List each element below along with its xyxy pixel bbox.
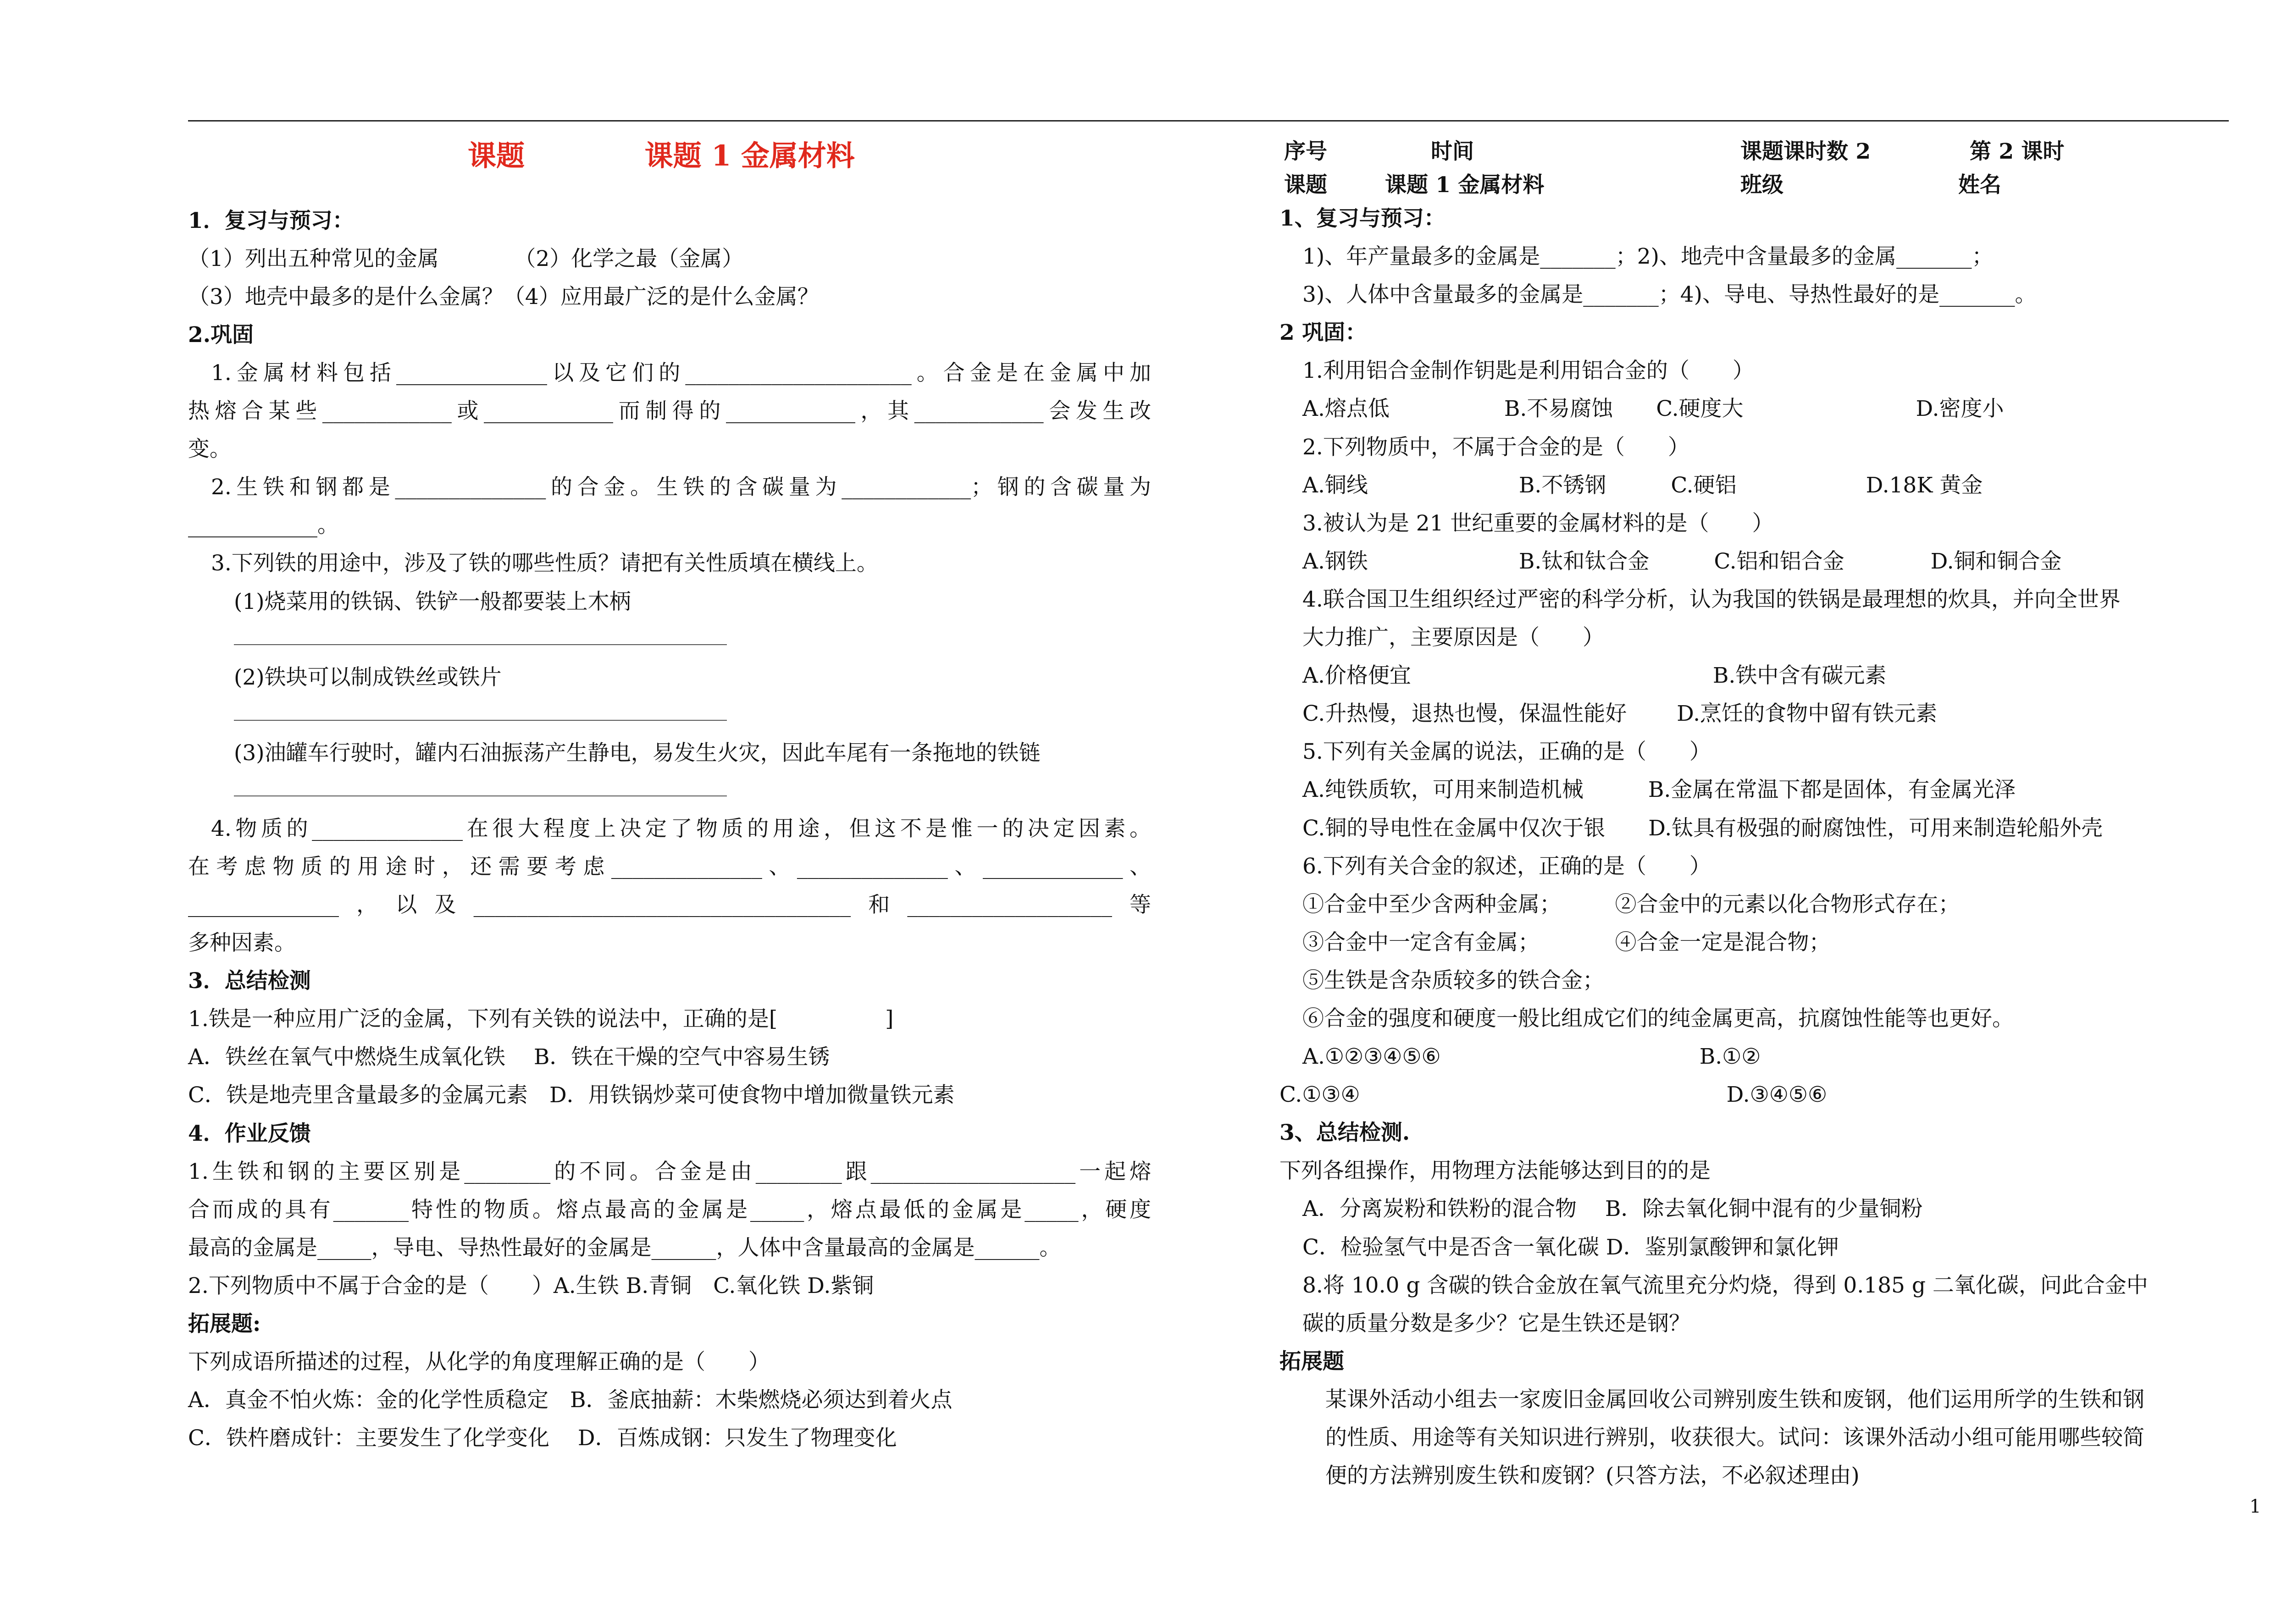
right-column (1279, 138, 2247, 1500)
text-line: A．铁丝在氧气中燃烧生成氧化铁 B．铁在干燥的空气中容易生锈 (188, 1044, 830, 1070)
text-line: 2.下列物质中，不属于合金的是（ ） (1302, 434, 1689, 460)
header-topic-value: 课题 1 金属材料 (1385, 172, 1545, 198)
header-period-count: 课题课时数 2 (1740, 139, 1871, 164)
text-line: (2)铁块可以制成铁丝或铁片 (234, 664, 502, 690)
text-line: 某课外活动小组去一家废旧金属回收公司辨别废生铁和废钢，他们运用所学的生铁和钢 (1325, 1386, 2144, 1412)
text-line: ⑥合金的强度和硬度一般比组成它们的纯金属更高，抗腐蚀性能等也更好。 (1302, 1005, 2014, 1031)
text-line: 4.物质的______________在很大程度上决定了物质的用途，但这不是惟一的决定因素。 (211, 816, 1151, 841)
text-line: A.铜线 B.不锈钢 C.硬铝 D.18K 黄金 (1302, 472, 1983, 498)
text-line: A．真金不怕火炼：金的化学性质稳定 B．釜底抽薪：木柴燃烧必须达到着火点 (188, 1387, 953, 1413)
text-line: 下列成语所描述的过程，从化学的角度理解正确的是（ ） (188, 1349, 770, 1375)
text-line: 下列各组操作，用物理方法能够达到目的的是 (1279, 1158, 1711, 1184)
section-heading: 3．总结检测 (188, 968, 311, 994)
section-heading: 3、总结检测. (1279, 1120, 1410, 1146)
text-line: 1.生铁和钢的主要区别是________的不同。合金是由________跟___________________一起熔 (188, 1159, 1151, 1184)
text-line: 在考虑物质的用途时，还需要考虑______________、______________、_____________、 (188, 854, 1151, 879)
answer-blank-line (234, 777, 727, 796)
text-line: ⑤生铁是含杂质较多的铁合金； (1302, 967, 1604, 993)
text-line: (1)烧菜用的铁锅、铁铲一般都要装上木柄 (234, 589, 631, 614)
text-line: 1)、年产量最多的金属是_______；2)、地壳中含量最多的金属_______； (1302, 244, 1994, 270)
text-line: （3）地壳中最多的是什么金属？（4）应用最广泛的是什么金属？ (188, 284, 819, 309)
text-line: A.①②③④⑤⑥ B.①② (1302, 1044, 1761, 1070)
title-label: 课题 (468, 139, 525, 172)
right-content (1279, 204, 2247, 1490)
header-row-2 (1279, 171, 2247, 199)
text-line: 多种因素。 (188, 930, 296, 956)
text-line: 3.被认为是 21 世纪重要的金属材料的是（ ） (1302, 510, 1774, 536)
section-heading: 4．作业反馈 (188, 1121, 311, 1146)
text-line: A．分离炭粉和铁粉的混合物 B．除去氧化铜中混有的少量铜粉 (1302, 1196, 1923, 1222)
header-row-1 (1279, 138, 2247, 166)
text-line: C.铜的导电性在金属中仅次于银 D.钛具有极强的耐腐蚀性，可用来制造轮船外壳 (1302, 815, 2103, 841)
text-line: A.钢铁 B.钛和钛合金 C.铝和铝合金 D.铜和铜合金 (1302, 548, 2062, 574)
text-line: ③合金中一定含有金属； ④合金一定是混合物； (1302, 929, 1831, 955)
section-heading: 1、复习与预习： (1279, 206, 1446, 231)
text-line: 碳的质量分数是多少？它是生铁还是钢？ (1302, 1310, 1690, 1336)
text-line: ____________。 (188, 513, 339, 538)
text-line: 2.生铁和钢都是______________的合金。生铁的含碳量为____________；钢的含碳量为 (211, 475, 1151, 500)
header-name-label: 姓名 (1958, 172, 2001, 198)
text-line: 4.联合国卫生组织经过严密的科学分析，认为我国的铁锅是最理想的炊具，并向全世界 (1302, 586, 2121, 612)
header-period: 第 2 课时 (1970, 139, 2065, 164)
section-heading: 拓展题: (188, 1311, 261, 1337)
text-line: A.价格便宜 B.铁中含有碳元素 (1302, 663, 1887, 689)
text-line: 热熔合某些____________或____________而制得的____________，其____________会发生改 (188, 398, 1151, 424)
top-divider-line (188, 120, 2229, 122)
text-line: A.熔点低 B.不易腐蚀 C.硬度大 D.密度小 (1302, 396, 2004, 422)
section-heading: 2 巩固： (1279, 320, 1367, 346)
header-time-label: 时间 (1431, 139, 1474, 164)
header-class-label: 班级 (1740, 172, 1783, 198)
text-line: ①合金中至少含两种金属； ②合金中的元素以化合物形式存在； (1302, 891, 1960, 917)
text-line: 变。 (188, 436, 231, 462)
text-line: （1）列出五种常见的金属 （2）化学之最（金属） (188, 246, 744, 271)
text-line: 8.将 10.0 g 含碳的铁合金放在氧气流里充分灼烧，得到 0.185 g 二氧化碳，问此合金中 (1302, 1272, 2148, 1298)
section-heading: 拓展题 (1279, 1348, 1344, 1374)
header-topic-label: 课题 (1284, 172, 1327, 198)
text-line: C.①③④ D.③④⑤⑥ (1279, 1082, 1828, 1108)
text-line: 2.下列物质中不属于合金的是（ ）A.生铁 B.青铜 C.氧化铁 D.紫铜 (188, 1273, 874, 1298)
text-line: 3.下列铁的用途中，涉及了铁的哪些性质？请把有关性质填在横线上。 (211, 551, 878, 576)
text-line: C.升热慢，退热也慢，保温性能好 D.烹饪的食物中留有铁元素 (1302, 701, 1938, 727)
text-line: 1.利用铝合金制作钥匙是利用铝合金的（ ） (1302, 358, 1754, 384)
left-content (188, 207, 1151, 1453)
text-line: 6.下列有关合金的叙述，正确的是（ ） (1302, 853, 1711, 879)
text-line: C．铁杵磨成针：主要发生了化学变化 D．百炼成钢：只发生了物理变化 (188, 1425, 897, 1451)
text-line: C．铁是地壳里含量最多的金属元素 D．用铁锅炒菜可使食物中增加微量铁元素 (188, 1083, 955, 1108)
page-number: 1 (2249, 1496, 2261, 1517)
text-line: 的性质、用途等有关知识进行辨别，收获很大。试问：该课外活动小组可能用哪些较简 (1325, 1425, 2144, 1450)
section-heading: 1．复习与预习： (188, 208, 354, 233)
page-title (188, 138, 1151, 175)
text-line: 3)、人体中含量最多的金属是_______；4)、导电、导热性最好的是_______。 (1302, 282, 2037, 308)
left-column (188, 138, 1151, 1462)
text-line: 1.金属材料包括______________以及它们的_____________________。合金是在金属中加 (211, 360, 1151, 386)
text-line: 合而成的具有_______特性的物质。熔点最高的金属是_____，熔点最低的金属是_____，硬度 (188, 1197, 1151, 1222)
text-line: 1.铁是一种应用广泛的金属，下列有关铁的说法中，正确的是[ ] (188, 1006, 894, 1032)
title-text: 课题 1 金属材料 (644, 139, 855, 172)
text-line: 便的方法辨别废生铁和废钢？(只答方法，不必叙述理由) (1325, 1463, 1860, 1489)
text-line: 最高的金属是_____，导电、导热性最好的金属是______，人体中含量最高的金属是______。 (188, 1235, 1061, 1260)
header-serial-label: 序号 (1284, 139, 1327, 164)
text-line: A.纯铁质软，可用来制造机械 B.金属在常温下都是固体，有金属光泽 (1302, 777, 2016, 803)
text-line: C．检验氢气中是否含一氧化碳 D．鉴别氯酸钾和氯化钾 (1302, 1234, 1839, 1260)
text-line: ______________，以及___________________________________和___________________等 (188, 892, 1151, 917)
answer-blank-line (234, 626, 727, 645)
answer-blank-line (234, 702, 727, 721)
text-line: 大力推广，主要原因是（ ） (1302, 625, 1604, 651)
text-line: 5.下列有关金属的说法，正确的是（ ） (1302, 739, 1711, 765)
text-line: (3)油罐车行驶时，罐内石油振荡产生静电，易发生火灾，因此车尾有一条拖地的铁链 (234, 740, 1041, 766)
section-heading: 2.巩固 (188, 322, 254, 348)
